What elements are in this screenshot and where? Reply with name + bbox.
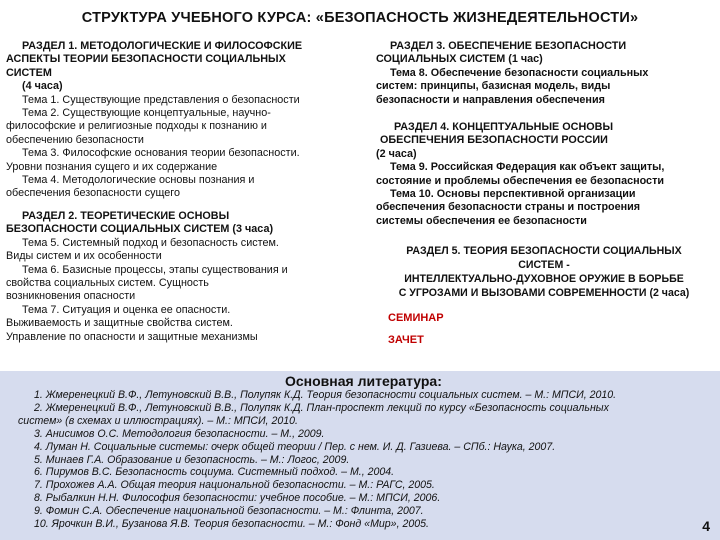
- section-3-heading-line1: РАЗДЕЛ 3. ОБЕСПЕЧЕНИЕ БЕЗОПАСНОСТИ: [390, 40, 627, 52]
- section-2-heading-line1: РАЗДЕЛ 2. ТЕОРЕТИЧЕСКИЕ ОСНОВЫ: [22, 209, 230, 222]
- topic-7-line3: Управление по опасности и защитные механизмы: [6, 330, 258, 343]
- section-4-heading-line2: ОБЕСПЕЧЕНИЯ БЕЗОПАСНОСТИ РОССИИ: [380, 134, 608, 147]
- section-1-heading-line1: РАЗДЕЛ 1. МЕТОДОЛОГИЧЕСКИЕ И ФИЛОСОФСКИЕ: [22, 40, 303, 52]
- topic-3-line2: Уровни познания сущего и их содержание: [6, 160, 218, 173]
- section-5-heading-line2: СИСТЕМ -: [518, 259, 570, 272]
- topic-4-line2: обеспечения безопасности сущего: [6, 187, 180, 200]
- exam-label: ЗАЧЕТ: [388, 333, 424, 346]
- topic-10-line3: системы обеспечения ее безопасности: [376, 214, 587, 227]
- section-1-heading-line2: АСПЕКТЫ ТЕОРИИ БЕЗОПАСНОСТИ СОЦИАЛЬНЫХ: [6, 53, 286, 66]
- literature-item-3: 3. Анисимов О.С. Методология безопасности. – М., 2009.: [34, 427, 325, 440]
- literature-item-2-line2: систем» (в схемах и иллюстрациях). – М.: МПСИ, 2010.: [18, 414, 298, 427]
- topic-10-line2: обеспечения безопасности страны и построения: [376, 201, 641, 214]
- section-1: [6, 40, 360, 201]
- literature-list: [14, 389, 704, 531]
- topic-2-line2: философские и религиозные подходы к познанию и: [6, 120, 267, 133]
- topic-6-line1: Тема 6. Базисные процессы, этапы существования и: [22, 263, 288, 276]
- section-2-heading-line2: БЕЗОПАСНОСТИ СОЦИАЛЬНЫХ СИСТЕМ (3 часа): [6, 223, 274, 236]
- topic-7-line2: Выживаемость и защитные свойства систем.: [6, 317, 233, 330]
- section-4-heading-line1: РАЗДЕЛ 4. КОНЦЕПТУАЛЬНЫЕ ОСНОВЫ: [394, 121, 614, 134]
- section-3: [376, 40, 712, 107]
- topic-8-line1: Тема 8. Обеспечение безопасности социальных: [390, 66, 649, 79]
- section-1-hours: (4 часа): [22, 80, 63, 93]
- section-2: [6, 210, 360, 344]
- section-5-heading-line1: РАЗДЕЛ 5. ТЕОРИЯ БЕЗОПАСНОСТИ СОЦИАЛЬНЫХ: [406, 245, 682, 258]
- topic-8-line3: безопасности и направления обеспечения: [376, 93, 605, 106]
- topic-9-line2: состояние и проблемы обеспечения ее безопасности: [376, 174, 664, 187]
- page-title: СТРУКТУРА УЧЕБНОГО КУРСА: «БЕЗОПАСНОСТЬ ЖИЗНЕДЕЯТЕЛЬНОСТИ»: [81, 10, 639, 26]
- right-column: [376, 40, 712, 347]
- literature-item-6: 6. Пирумов В.С. Безопасность социума. Системный подход. – М., 2004.: [34, 466, 395, 479]
- topic-5-line1: Тема 5. Системный подход и безопасность систем.: [22, 236, 279, 249]
- topic-2-line1: Тема 2. Существующие концептуальные, научно-: [22, 107, 271, 120]
- topic-2-line3: обеспечению безопасности: [6, 133, 144, 146]
- section-4-hours: (2 часа): [376, 147, 417, 160]
- section-1-heading-line3: СИСТЕМ: [6, 66, 52, 79]
- topic-1: Тема 1. Существующие представления о безопасности: [22, 93, 300, 106]
- topic-7-line1: Тема 7. Ситуация и оценка ее опасности.: [22, 303, 231, 316]
- topic-4-line1: Тема 4. Методологические основы познания и: [22, 174, 255, 187]
- literature-item-9: 9. Фомин С.А. Обеспечение национальной безопасности. – М.: Флинта, 2007.: [34, 505, 424, 518]
- left-column: [6, 40, 360, 353]
- section-4: [376, 121, 712, 228]
- literature-item-1: 1. Жмеренецкий В.Ф., Летуновский В.В., Полупяк К.Д. Теория безопасности социальных систем. – М.: МПСИ, 2010.: [34, 389, 617, 401]
- literature-item-2-line1: 2. Жмеренецкий В.Ф., Летуновский В.В., Полупяк К.Д. План-проспект лекций по курсу «Безопасность социальных: [34, 401, 609, 414]
- section-5: [376, 244, 712, 300]
- literature-title: Основная литература:: [285, 373, 442, 389]
- topic-5-line2: Виды систем и их особенности: [6, 250, 162, 263]
- topic-6-line3: возникновения опасности: [6, 290, 136, 303]
- topic-10-line1: Тема 10. Основы перспективной организации: [390, 188, 636, 201]
- topic-8-line2: систем: принципы, базисная модель, виды: [376, 80, 611, 93]
- literature-item-5: 5. Минаев Г.А. Образование и безопасность. – М.: Логос, 2009.: [34, 453, 350, 466]
- section-5-heading-line4: С УГРОЗАМИ И ВЫЗОВАМИ СОВРЕМЕННОСТИ (2 часа): [398, 287, 690, 300]
- literature-item-4: 4. Луман Н. Социальные системы: очерк общей теории / Пер. с нем. И. Д. Газиева. – СПб.: Наука, 2007.: [34, 440, 556, 453]
- section-3-heading-line2: СОЦИАЛЬНЫХ СИСТЕМ (1 час): [376, 53, 543, 66]
- topic-3-line1: Тема 3. Философские основания теории безопасности.: [22, 147, 300, 160]
- literature-item-10: 10. Ярочкин В.И., Бузанова Я.В. Теория безопасности. – М.: Фонд «Мир», 2005.: [34, 518, 429, 531]
- page-number: 4: [702, 518, 710, 534]
- seminar-label: СЕМИНАР: [388, 312, 444, 325]
- literature-item-7: 7. Прохожев А.А. Общая теория национальной безопасности. – М.: РАГС, 2005.: [34, 479, 435, 492]
- section-5-heading-line3: ИНТЕЛЛЕКТУАЛЬНО-ДУХОВНОЕ ОРУЖИЕ В БОРЬБЕ: [404, 273, 684, 286]
- topic-6-line2: свойства социальных систем. Сущность: [6, 276, 209, 289]
- topic-9-line1: Тема 9. Российская Федерация как объект защиты,: [390, 161, 665, 174]
- literature-item-8: 8. Рыбалкин Н.Н. Философия безопасности: учебное пособие. – М.: МПСИ, 2006.: [34, 492, 441, 505]
